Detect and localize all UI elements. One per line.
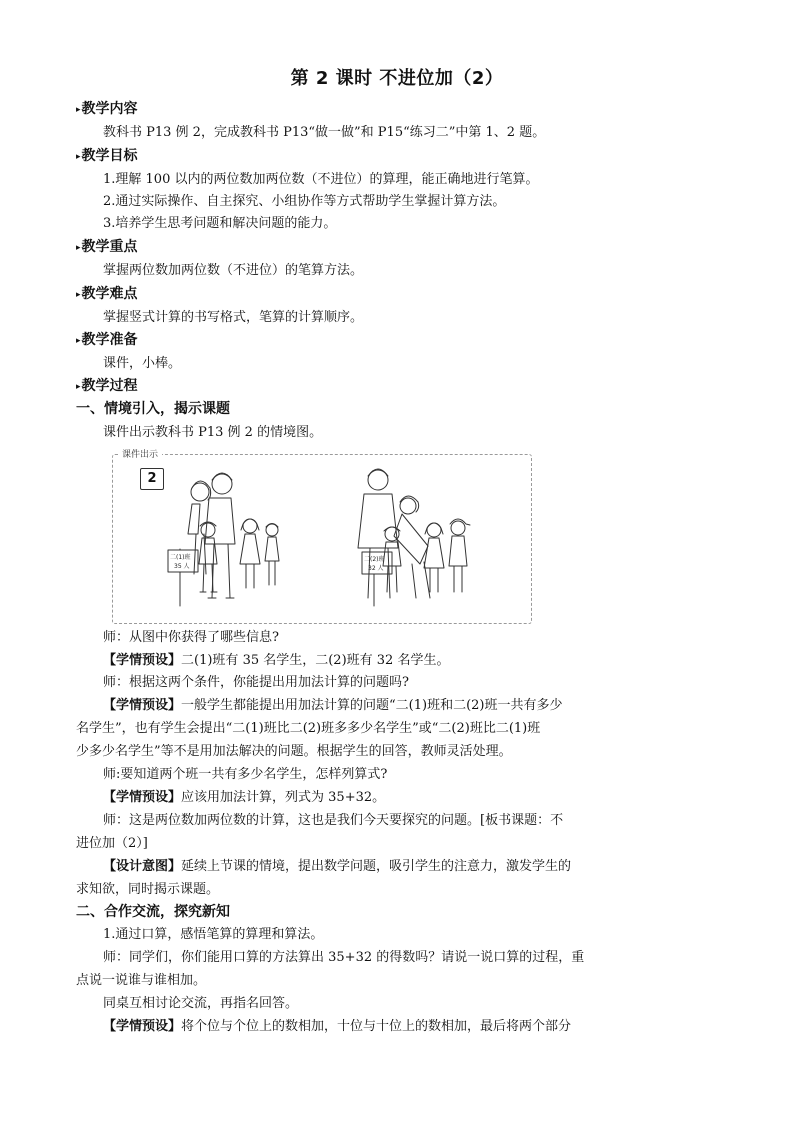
goal-line-1: 1.理解 100 以内的两位数加两位数（不进位）的算理，能正确地进行笔算。 xyxy=(103,172,539,187)
p-teacher-4-line1: 师：这是两位数加两位数的计算，这也是我们今天要探究的问题。[板书课题：不 xyxy=(103,813,564,828)
section-heading-goals: ▸教学目标 xyxy=(76,148,138,164)
triangle-bullet-icon: ▸ xyxy=(76,336,81,346)
p-preset-2-line1: 【学情预设】一般学生都能提出用加法计算的问题“二(1)班和二(2)班一共有多少 xyxy=(103,698,563,713)
part2-line-2b: 点说一说谁与谁相加。 xyxy=(76,973,207,988)
part1-intro: 课件出示教科书 P13 例 2 的情境图。 xyxy=(103,425,323,440)
section-heading-process: ▸教学过程 xyxy=(76,378,138,394)
p-design-intent-line1: 【设计意图】延续上节课的情境，提出数学问题，吸引学生的注意力，激发学生的 xyxy=(103,859,572,874)
right-sign-class: 二(2)班 xyxy=(364,556,385,563)
page-title: 第 2 课时 不进位加（2） xyxy=(290,68,504,89)
part2-line-3: 同桌互相讨论交流，再指名回答。 xyxy=(103,996,299,1011)
triangle-bullet-icon: ▸ xyxy=(76,105,81,115)
p-preset-3: 【学情预设】应该用加法计算，列式为 35+32。 xyxy=(103,790,386,805)
triangle-bullet-icon: ▸ xyxy=(76,382,81,392)
p-design-intent-line2: 求知欲，同时揭示课题。 xyxy=(76,882,220,897)
scene-illustration xyxy=(112,454,532,624)
part1-heading: 一、情境引入，揭示课题 xyxy=(76,401,230,417)
right-family-group xyxy=(358,469,470,606)
prep-line-1: 课件，小棒。 xyxy=(103,356,182,371)
goal-line-2: 2.通过实际操作、自主探究、小组协作等方式帮助学生掌握计算方法。 xyxy=(103,194,506,209)
p-preset-2-line2: 名学生”，也有学生会提出“二(1)班比二(2)班多多少名学生”或“二(2)班比二(1)班 xyxy=(76,721,541,736)
key-line-1: 掌握两位数加两位数（不进位）的笔算方法。 xyxy=(103,263,364,278)
content-line-1: 教科书 P13 例 2，完成教科书 P13“做一做”和 P15“练习二”中第 1、2 题。 xyxy=(103,125,546,140)
part2-line-2a: 师：同学们，你们能用口算的方法算出 35+32 的得数吗？请说一说口算的过程，重 xyxy=(103,950,585,965)
section-heading-prep: ▸教学准备 xyxy=(76,332,138,348)
p-teacher-question-2: 师：根据这两个条件，你能提出用加法计算的问题吗? xyxy=(103,675,409,690)
part2-preset: 【学情预设】将个位与个位上的数相加，十位与十位上的数相加，最后将两个部分 xyxy=(103,1019,572,1034)
triangle-bullet-icon: ▸ xyxy=(76,243,81,253)
difficulty-line-1: 掌握竖式计算的书写格式，笔算的计算顺序。 xyxy=(103,310,364,325)
p-preset-2-line3: 少多少名学生”等不是用加法解决的问题。根据学生的回答，教师灵活处理。 xyxy=(76,744,512,759)
goal-line-3: 3.培养学生思考问题和解决问题的能力。 xyxy=(103,216,337,231)
part2-heading: 二、合作交流，探究新知 xyxy=(76,904,230,920)
triangle-bullet-icon: ▸ xyxy=(76,290,81,300)
p-teacher-question-3: 师:要知道两个班一共有多少名学生，怎样列算式? xyxy=(103,767,388,782)
p-teacher-4-line2: 进位加（2）] xyxy=(76,836,148,851)
left-family-group xyxy=(168,473,279,606)
triangle-bullet-icon: ▸ xyxy=(76,152,81,162)
p-teacher-question-1: 师：从图中你获得了哪些信息? xyxy=(103,630,279,645)
p-preset-1: 【学情预设】二(1)班有 35 名学生，二(2)班有 32 名学生。 xyxy=(103,653,450,668)
figure-label: 课件出示 xyxy=(118,447,162,460)
section-heading-difficulty: ▸教学难点 xyxy=(76,286,138,302)
section-heading-key: ▸教学重点 xyxy=(76,239,138,255)
right-sign-count: 32 人 xyxy=(368,565,384,572)
left-sign-count: 35 人 xyxy=(174,563,190,570)
left-sign-class: 二(1)班 xyxy=(170,554,191,561)
example-number-badge: 2 xyxy=(140,468,164,490)
part2-line-1: 1.通过口算，感悟笔算的算理和算法。 xyxy=(103,927,324,942)
section-heading-content: ▸教学内容 xyxy=(76,101,138,117)
